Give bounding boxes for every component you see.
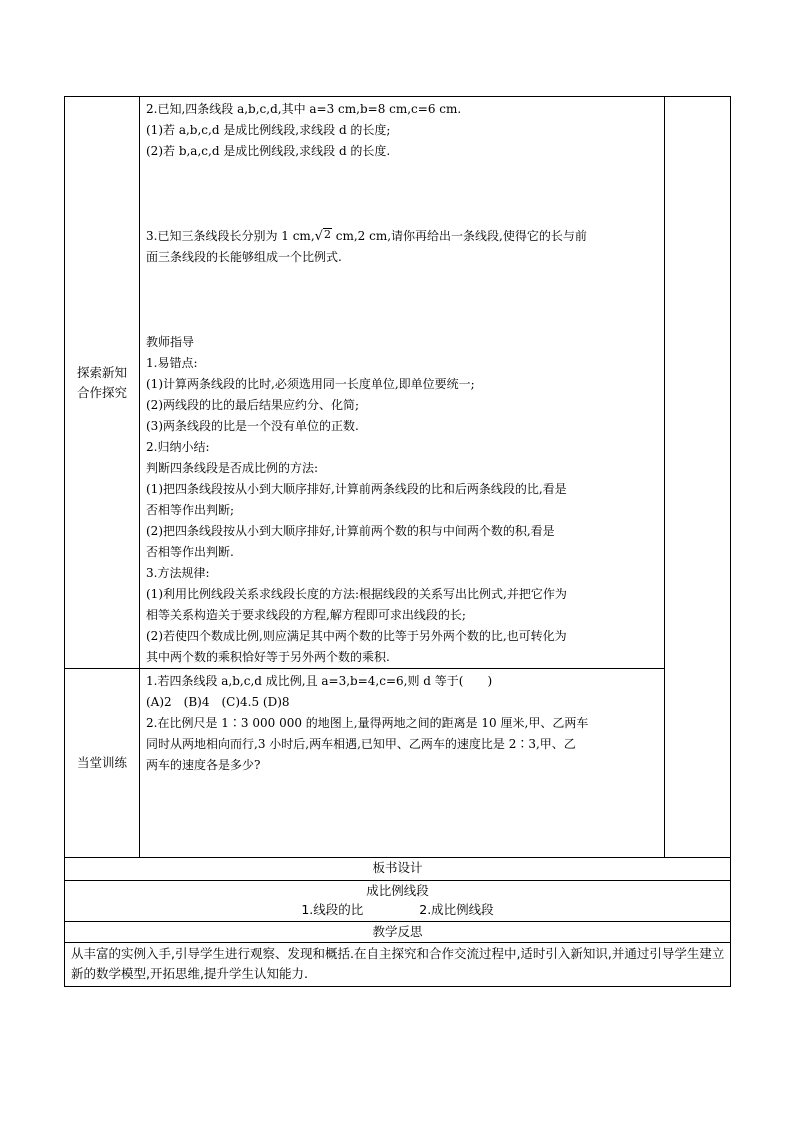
board-title: 成比例线段 [366,883,429,898]
practice-label-cell [65,669,140,858]
explore-label-line1: 探索新知 [76,364,127,380]
reflection-content-cell [65,943,731,987]
board-item-2: 2.成比例线段 [419,902,494,917]
guide-3: 3.方法规律: [146,566,210,580]
practice-label: 当堂训练 [76,755,127,770]
guide-3b-line2: 其中两个数的乘积恰好等于另外两个数的乘积. [146,650,390,664]
board-heading-cell [65,858,731,881]
q3-before: 3.已知三条线段长分别为 1 cm, [146,229,315,243]
q3-after: cm,2 cm,请你再给出一条线段,使得它的长与前 [331,229,587,243]
sqrt-expression: √2 [314,228,331,244]
board-content-cell [65,881,731,922]
guide-2a-line1: (1)把四条线段按从小到大顺序排好,计算前两条线段的比和后两条线段的比,看是 [146,482,567,496]
practice-q1: 1.若四条线段 a,b,c,d 成比例,且 a=3,b=4,c=6,则 d 等于( ) [146,674,493,688]
q3-line2: 面三条线段的长能够组成一个比例式. [146,250,342,264]
board-items [65,900,730,919]
reflection-heading-cell [65,922,731,943]
guide-1c: (3)两条线段的比是一个没有单位的正数. [146,419,359,433]
reflection-content-row [65,943,731,987]
practice-content-cell [140,669,665,858]
practice-q1-options: (A)2 (B)4 (C)4.5 (D)8 [146,695,290,709]
guide-2b-line2: 否相等作出判断. [146,545,234,559]
practice-q2-line1: 2.在比例尺是 1∶3 000 000 的地图上,量得两地之间的距离是 10 厘米,甲、乙两车 [146,716,589,730]
board-heading: 板书设计 [372,860,423,875]
reflection-heading-row [65,922,731,943]
guide-1b: (2)两线段的比的最后结果应约分、化简; [146,398,360,412]
reflection-heading: 教学反思 [372,924,423,939]
guide-title: 教师指导 [146,335,195,349]
reflection-text: 从丰富的实例入手,引导学生进行观察、发现和概括.在自主探究和合作交流过程中,适时引入新知识,并通过引导学生建立新的数学模型,开拓思维,提升学生认知能力. [71,946,725,981]
guide-3a-line2: 相等关系构造关于要求线段的方程,解方程即可求出线段的长; [146,608,466,622]
q2-part2: (2)若 b,a,c,d 是成比例线段,求线段 d 的长度. [146,144,391,158]
practice-row [65,669,731,858]
guide-2b-line1: (2)把四条线段按从小到大顺序排好,计算前两个数的积与中间两个数的积,看是 [146,524,555,538]
guide-3b-line1: (2)若使四个数成比例,则应满足其中两个数的比等于另外两个数的比,也可转化为 [146,629,567,643]
q2-stem: 2.已知,四条线段 a,b,c,d,其中 a=3 cm,b=8 cm,c=6 cm. [146,102,462,116]
board-content-row [65,881,731,922]
practice-q2-line2: 同时从两地相向而行,3 小时后,两车相遇,已知甲、乙两车的速度比是 2∶3,甲、乙 [146,737,576,751]
lesson-plan-table [64,96,731,987]
explore-row [65,97,731,669]
guide-2-intro: 判断四条线段是否成比例的方法: [146,461,319,475]
explore-content-cell [140,97,665,669]
board-heading-row [65,858,731,881]
guide-2a-line2: 否相等作出判断; [146,503,235,517]
explore-label-line2: 合作探究 [76,384,127,400]
guide-2: 2.归纳小结: [146,440,210,454]
practice-q2-line3: 两车的速度各是多少? [146,758,261,772]
q2-part1: (1)若 a,b,c,d 是成比例线段,求线段 d 的长度; [146,123,391,137]
guide-3a-line1: (1)利用比例线段关系求线段长度的方法:根据线段的关系写出比例式,并把它作为 [146,587,567,601]
q3-line1 [146,226,658,247]
notes-cell [665,97,731,858]
sqrt-radicand: 2 [323,228,331,241]
guide-1: 1.易错点: [146,356,198,370]
board-item-1: 1.线段的比 [301,902,364,917]
explore-label-cell [65,97,140,669]
guide-1a: (1)计算两条线段的比时,必须选用同一长度单位,即单位要统一; [146,377,475,391]
